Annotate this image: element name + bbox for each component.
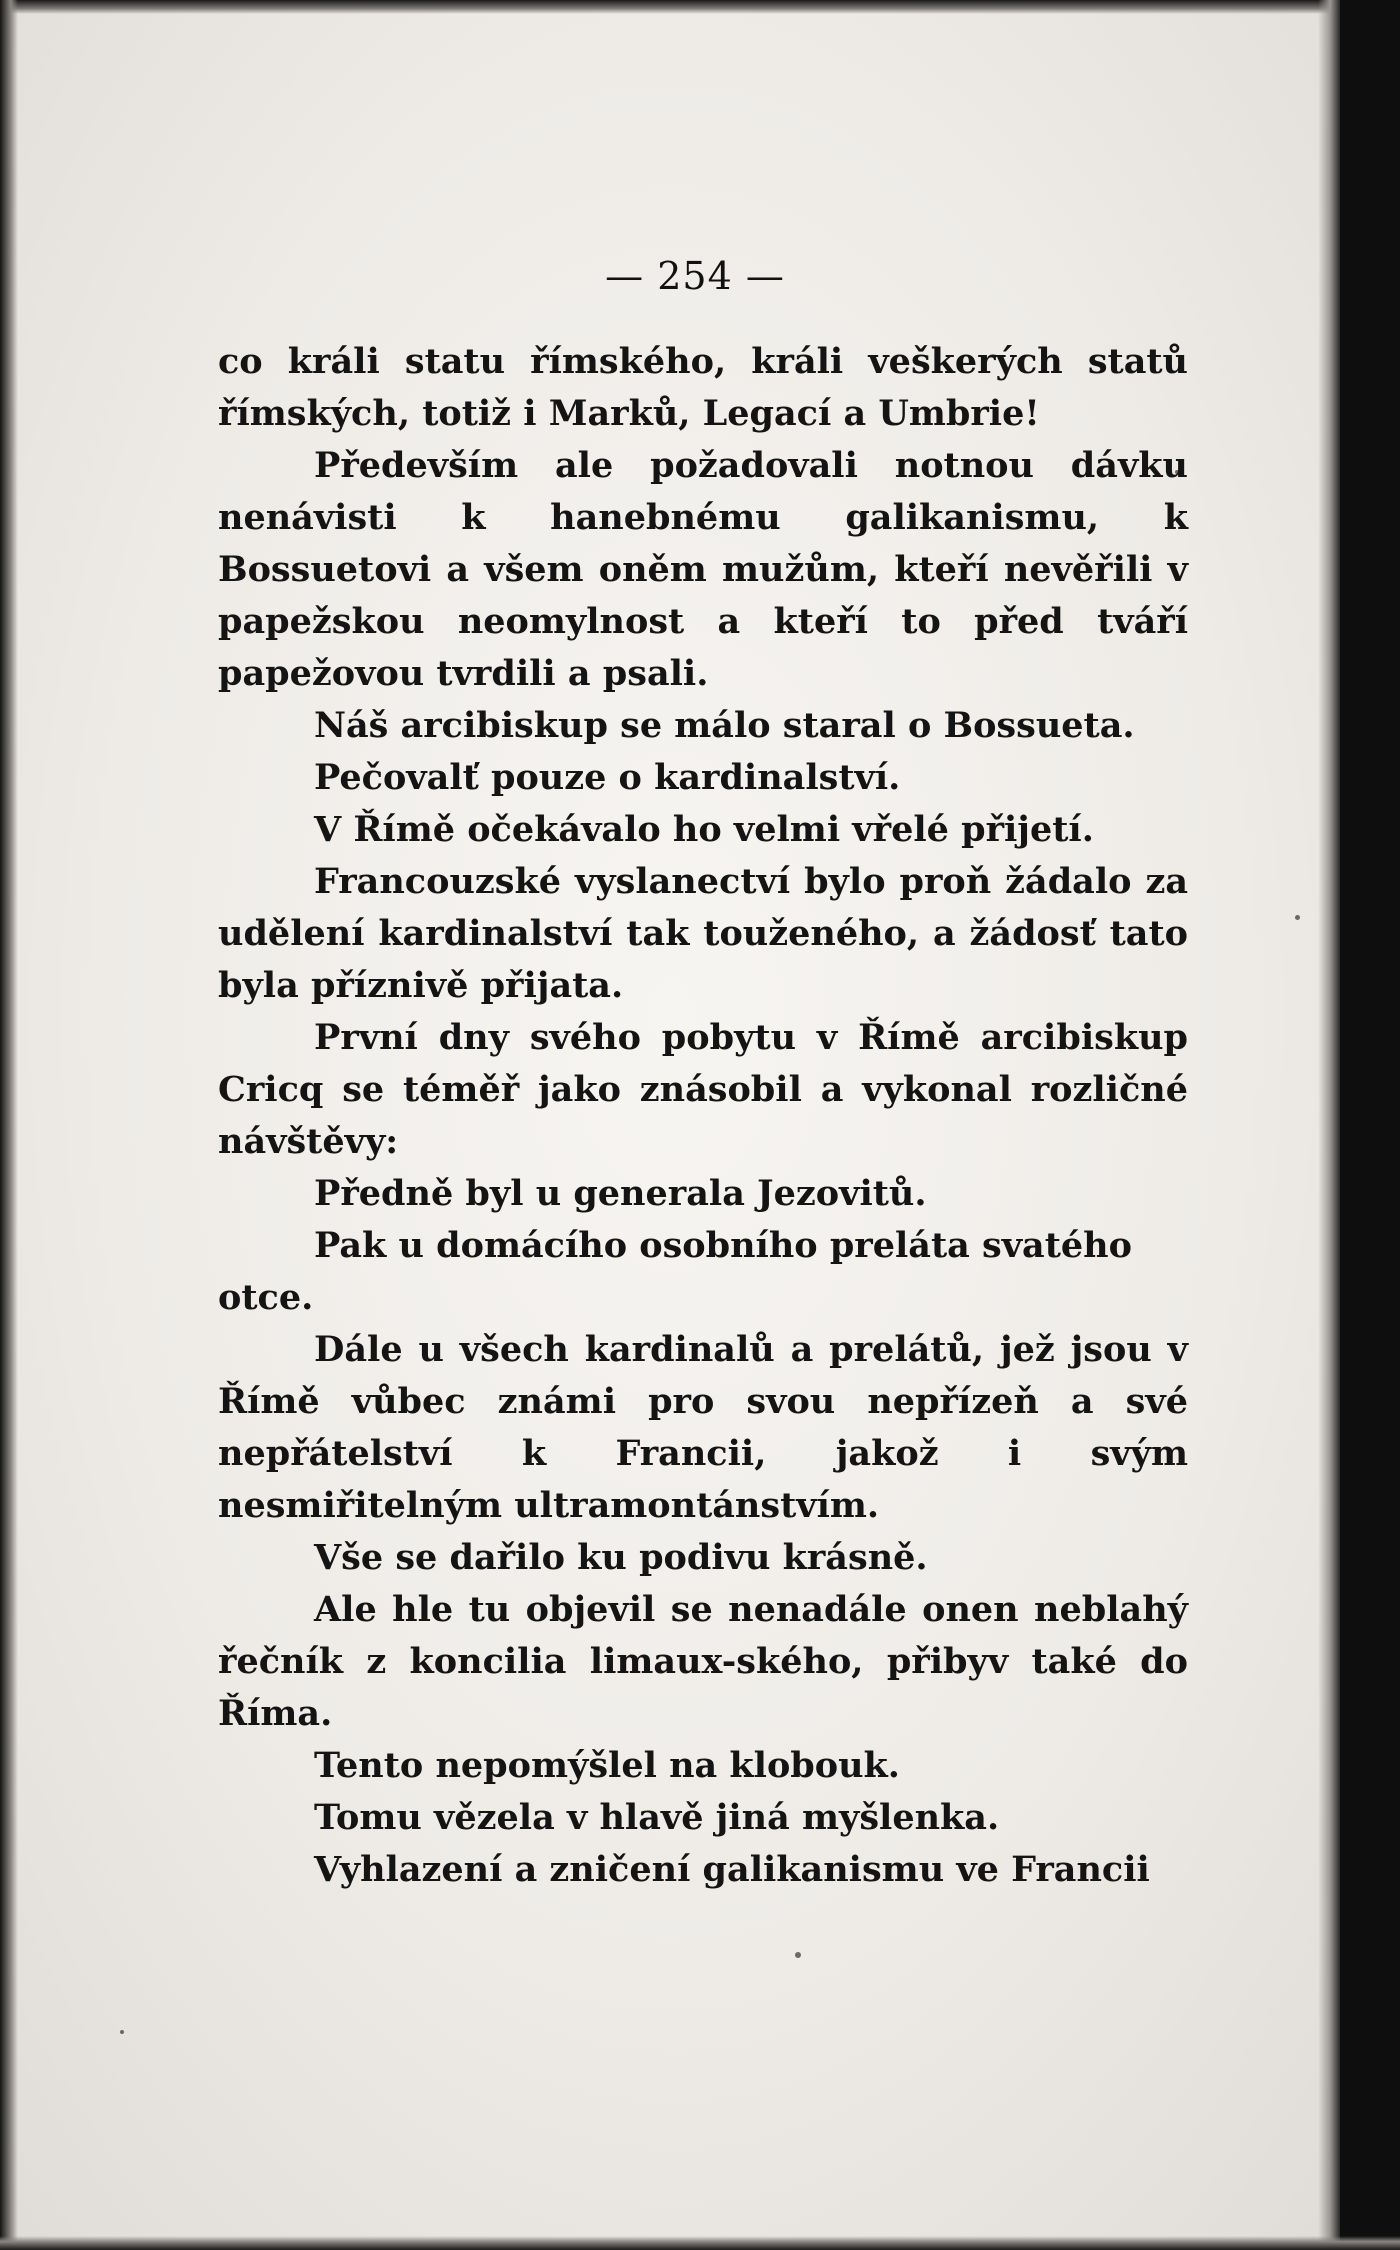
paragraph: Především ale požadovali notnou dávku nenávisti k hanebnému galikanismu, k Bossuetovi a všem oněm mužům, kteří nevěřili v papežskou neomylnost a kteří to před tváří papežovou tvrdili a psali. bbox=[218, 445, 1188, 694]
paragraph: Vše se dařilo ku podivu krásně. bbox=[314, 1537, 928, 1578]
paragraph: Pečovalť pouze o kardinalství. bbox=[314, 757, 901, 798]
paper-speck bbox=[120, 2030, 124, 2034]
scan-border-left bbox=[0, 0, 18, 2250]
page-body bbox=[218, 336, 1188, 1896]
page-edge-shadow bbox=[1318, 0, 1340, 2250]
paragraph: Náš arcibiskup se málo staral o Bossueta. bbox=[314, 705, 1135, 746]
paragraph: Dále u všech kardinalů a prelátů, jež jsou v Římě vůbec známi pro svou nepřízeň a své nepřátelství k Francii, jakož i svým nesmiřitelným ultramontánstvím. bbox=[218, 1329, 1188, 1526]
paper-speck bbox=[1295, 915, 1300, 920]
scan-border-bottom bbox=[0, 2236, 1400, 2250]
paper-speck bbox=[795, 1952, 801, 1958]
paragraph: Tomu vězela v hlavě jiná myšlenka. bbox=[314, 1797, 1000, 1838]
paragraph: Předně byl u generala Jezovitů. bbox=[314, 1173, 927, 1214]
paragraph: V Římě očekávalo ho velmi vřelé přijetí. bbox=[314, 809, 1094, 850]
scan-border-right bbox=[1340, 0, 1400, 2250]
page-number: — 254 — bbox=[605, 254, 785, 298]
paragraph: co králi statu římského, králi veškerých statů římských, totiž i Marků, Legací a Umbrie! bbox=[218, 341, 1188, 434]
paragraph: Ale hle tu objevil se nenadále onen neblahý řečník z koncilia limaux-ského, přibyv také do Říma. bbox=[218, 1589, 1188, 1734]
paragraph: Pak u domácího osobního preláta svatého otce. bbox=[218, 1225, 1132, 1318]
paragraph: První dny svého pobytu v Římě arcibiskup Cricq se téměř jako znásobil a vykonal rozličné návštěvy: bbox=[218, 1017, 1188, 1162]
paragraph: Francouzské vyslanectví bylo proň žádalo za udělení kardinalství tak touženého, a žádosť tato byla příznivě přijata. bbox=[218, 861, 1188, 1006]
paragraph: Tento nepomýšlel na klobouk. bbox=[314, 1745, 900, 1786]
scan-border-top bbox=[0, 0, 1400, 14]
paragraph: Vyhlazení a zničení galikanismu ve Francii bbox=[314, 1849, 1150, 1890]
